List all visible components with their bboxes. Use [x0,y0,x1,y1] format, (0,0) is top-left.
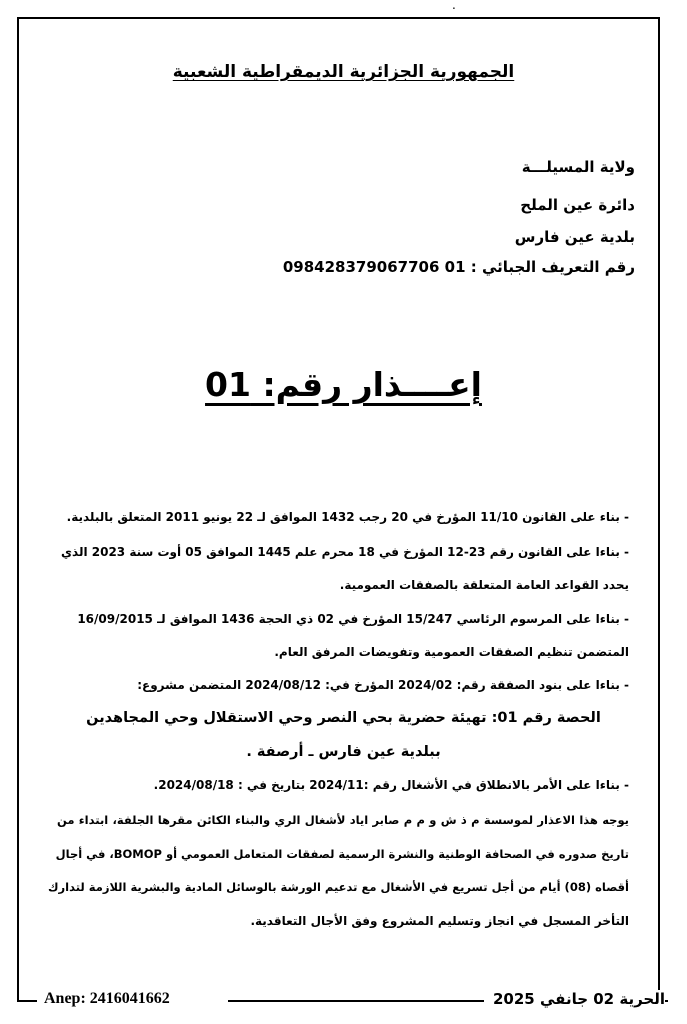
decision-title: إعــــذار رقم: 01 [205,365,482,404]
lot-title-line2: ببلدية عين فارس ـ أرصفة . [246,744,441,760]
wilaya-line: ولاية المسيلـــة [521,158,635,176]
paragraph-law-11-10: - بناء على القانون 11/10 المؤرخ في 20 رجب 1432 الموافق لـ 22 يونيو 2011 المتعلق بالبلدية. [66,510,629,524]
footer-rule-left [17,1000,37,1002]
notice-line2: تاريخ صدوره في الصحافة الوطنية والنشرة الرسمية لصفقات المتعامل العمومي أو BOMOP، في أجال [55,847,629,861]
paragraph-law-23-12-line1: - بناءا على القانون رقم 23-12 المؤرخ في 18 محرم علم 1445 الموافق 05 أوت سنة 2023 الذي [61,545,629,559]
notice-line4: التأخر المسجل في انجاز وتسليم المشروع وفق الأجال التعاقدية. [250,914,629,928]
paragraph-law-23-12-line2: يحدد القواعد العامة المتعلقة بالصفقات العمومية. [339,578,629,592]
paragraph-start-order: - بناءا على الأمر بالانطلاق في الأشغال رقم :2024/11 بتاريخ في : 2024/08/18. [153,778,629,792]
paragraph-decree-line1: - بناءا على المرسوم الرئاسي 15/247 المؤرخ في 02 ذي الحجة 1436 الموافق لـ 16/09/2015 [77,612,629,626]
commune-line: بلدية عين فارس [514,228,635,246]
lot-title-line1: الحصة رقم 01: تهيئة حضرية بحي النصر وحي الاستقلال وحي المجاهدين [86,710,601,726]
country-title: الجمهورية الجزائرية الديمقراطية الشعبية [172,62,515,82]
paragraph-contract: - بناءا على بنود الصفقة رقم: 2024/02 المؤرخ في: 2024/08/12 المتضمن مشروع: [137,678,629,692]
footer-rule-middle [228,1000,484,1002]
anep-reference: Anep: 2416041662 [44,990,170,1007]
notice-line3: أقصاه (08) أيام من أجل تسريع في الأشغال مع تدعيم الورشة بالوسائل المادية والبشرية اللازمة لتدارك [47,880,629,894]
tax-id-line: رقم التعريف الجبائي : 01 098428379067706 [282,258,635,276]
daira-line: دائرة عين الملح [520,196,635,214]
paragraph-decree-line2: المتضمن تنظيم الصفقات العمومية وتفويضات المرفق العام. [274,645,629,659]
scan-mark: . [452,0,456,12]
newspaper-date: الحرية 02 جانفي 2025 [493,990,665,1008]
notice-line1: يوجه هذا الاعذار لموسسة م ذ ش و م م صابر اياد لأشغال الري والبناء الكائن مقرها الجلفة، ابتداء من [57,813,629,827]
